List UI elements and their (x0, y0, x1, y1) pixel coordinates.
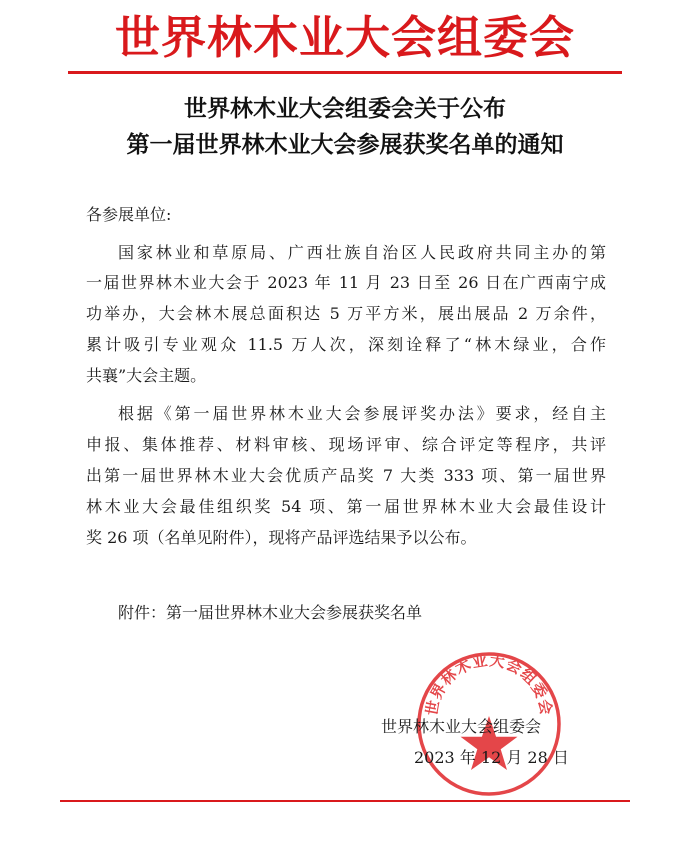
body-line: 共襄”大会主题。 (86, 366, 207, 385)
body-line: 出第一届世界林木业大会优质产品奖 7 大类 333 项、第一届世界 (86, 466, 606, 485)
body-line: 根据《第一届世界林木业大会参展评奖办法》要求，经自主 (118, 404, 606, 423)
body-line: 累计吸引专业观众 11.5 万人次，深刻诠释了“林木绿业，合作 (86, 335, 606, 354)
seal-text: 世界林木业大会组委会 (422, 651, 556, 717)
body-line: 奖 26 项（名单见附件），现将产品评选结果予以公布。 (86, 528, 477, 547)
body-line: 功举办，大会林木展总面积达 5 万平方米，展出展品 2 万余件， (86, 304, 606, 323)
body-line: 林木业大会最佳组织奖 54 项、第一届世界林木业大会最佳设计 (86, 497, 606, 516)
notice-title-line-1: 世界林木业大会组委会关于公布 (184, 96, 506, 122)
svg-text:世界林木业大会组委会 (423, 651, 556, 717)
salutation: 各参展单位: (86, 205, 172, 224)
letterhead-rule (68, 71, 622, 74)
signature-date: 2023 年 12 月 28 日 (414, 748, 569, 767)
attachment-note: 附件：第一届世界林木业大会参展获奖名单 (118, 603, 423, 622)
body-line: 一届世界林木业大会于 2023 年 11 月 23 日至 26 日在广西南宁成 (86, 273, 606, 292)
body-line: 国家林业和草原局、广西壮族自治区人民政府共同主办的第 (118, 243, 606, 262)
letterhead-title: 世界林木业大会组委会 (114, 11, 575, 64)
notice-title-line-2: 第一届世界林木业大会参展获奖名单的通知 (126, 132, 564, 158)
body-line: 申报、集体推荐、材料审核、现场评审、综合评定等程序，共评 (86, 435, 606, 454)
footer-rule (60, 800, 630, 802)
signature-org: 世界林木业大会组委会 (381, 717, 542, 736)
